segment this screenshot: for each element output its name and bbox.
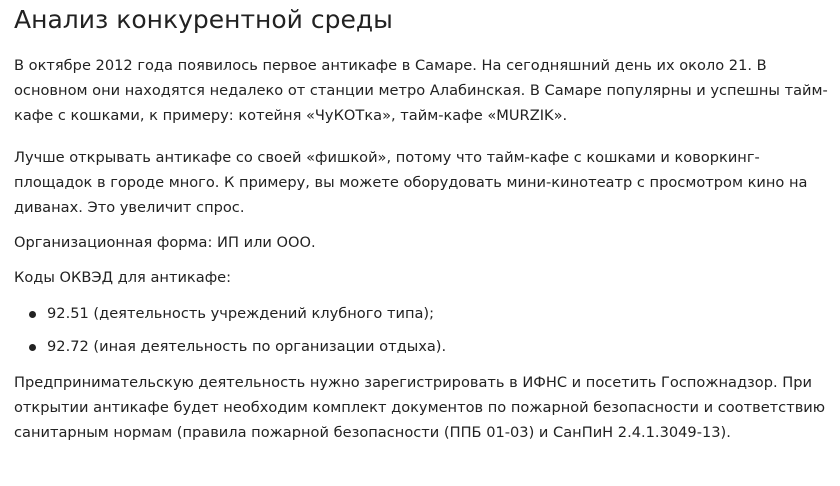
okved-list xyxy=(14,301,840,359)
page-title: Анализ конкурентной среды xyxy=(14,5,393,34)
bullet-icon xyxy=(29,344,36,351)
paragraph-okved-intro: Коды ОКВЭД для антикафе: xyxy=(14,269,232,286)
paragraph-legal-form: Организационная форма: ИП или ООО. xyxy=(14,234,316,251)
paragraph-competitors: В октябре 2012 года появилось первое антикафе в Самаре. На сегодняшний день их около 21. В основном они находятся недалеко от станции метро Алабинская. В Самаре популярны и успешны тайм-кафе с кошками, к примеру: котейня «ЧуКОТка», тайм-кафе «MURZIK». xyxy=(14,57,828,124)
paragraph-registration: Предпринимательскую деятельность нужно зарегистрировать в ИФНС и посетить Госпожнадзор. При открытии антикафе будет необходим комплект документов по пожарной безопасности и соответствию санитарным нормам (правила пожарной безопасности (ППБ 01-03) и СанПиН 2.4.1.3049-13). xyxy=(14,374,826,441)
list-item xyxy=(14,301,840,326)
okved-code-text: 92.51 (деятельность учреждений клубного типа); xyxy=(47,305,435,322)
paragraph-unique-feature: Лучше открывать антикафе со своей «фишкой», потому что тайм-кафе с кошками и коворкинг-площадок в городе много. К примеру, вы можете оборудовать мини-кинотеатр с просмотром кино на диванах. Это увеличит спрос. xyxy=(14,149,808,216)
list-item xyxy=(14,334,840,359)
bullet-icon xyxy=(29,311,36,318)
okved-code-text: 92.72 (иная деятельность по организации отдыха). xyxy=(47,338,447,355)
